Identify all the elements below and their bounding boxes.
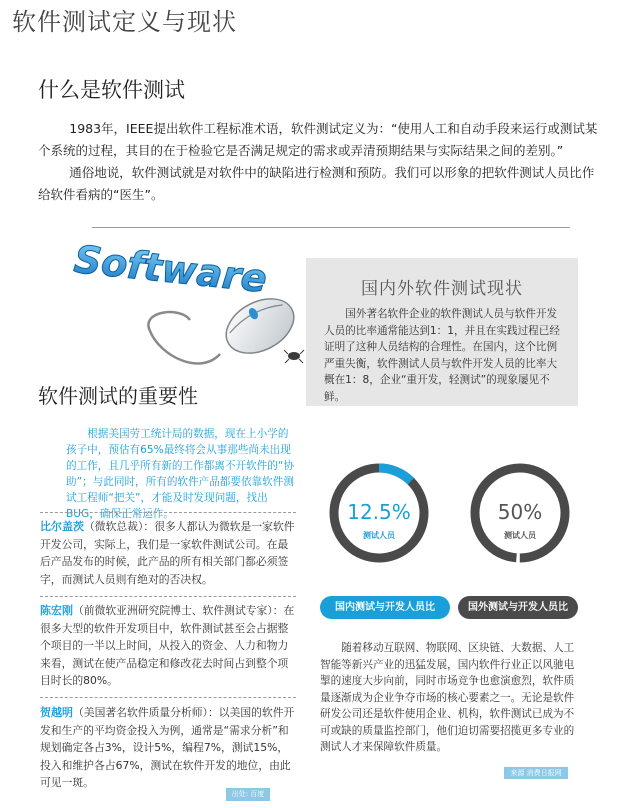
quote-divider xyxy=(40,697,296,698)
main-title: 软件测试定义与现状 xyxy=(12,8,237,36)
donut-value-domestic: 12.5% xyxy=(347,500,411,524)
donut-label-domestic: 测试人员 xyxy=(363,531,395,540)
donut-value-foreign: 50% xyxy=(497,500,543,524)
quote-text: 很多人都认为微软是一家软件开发公司，实际上，我们是一家软件测试公司。在最后产品发布的时候，此产品的所有相关部门都必须签字，而测试人员则有绝对的否决权。 xyxy=(40,520,295,586)
quote-text: 以美国的软件开发和生产的平均资金投入为例，通常是“需求分析”和规划确定各占3%，设计5%，编程7%，测试15%，投入和维护各占67%，测试在软件开发的地位，由此可见一斑。 xyxy=(40,706,295,789)
status-box-text: 国外著名软件企业的软件测试人员与软件开发人员的比率通常能达到1：1，并且在实践过程已经证明了这种人员结构的合理性。在国内，这个比例严重失衡，软件测试人员与软件开发人员的比率大概在1：8，企业“重开发，轻测试”的现象屡见不鲜。 xyxy=(324,308,560,403)
divider xyxy=(92,227,570,228)
donut-label-foreign: 测试人员 xyxy=(504,531,536,540)
section-heading-importance: 软件测试的重要性 xyxy=(38,384,198,408)
quote-author-role: （美国著名软件质量分析师）： xyxy=(73,706,219,719)
quote-author-name: 陈宏刚 xyxy=(40,604,73,617)
quote-author-role: （前微软亚洲研究院博士、软件测试专家）： xyxy=(73,604,284,617)
source-tag-left: 出处: 百度 xyxy=(226,788,270,801)
quote-text: 在很多大型的软件开发项目中，软件测试甚至会占据整个项目的一半以上时间，从投入的资金、人力和物力来看，测试在使产品稳定和修改花去时间占到整个项目时长的80%。 xyxy=(40,604,295,687)
section-heading-what-is-testing: 什么是软件测试 xyxy=(38,78,185,102)
mouse-cable xyxy=(148,312,220,363)
software-mouse-graphic xyxy=(70,236,330,386)
source-tag-right: 来源 消费日报网 xyxy=(504,767,568,779)
industry-trend-text: 随着移动互联网、物联网、区块链、大数据、人工智能等新兴产业的迅猛发展，国内软件行业正以风驰电掣的速度大步向前，同时市场竞争也愈演愈烈，软件质量逐渐成为企业争夺市场的核心要素之一。无论是软件研发公司还是软件使用企业、机构，软件测试已成为不可或缺的质量监控部门，他们迫切需要招揽更多专业的测试人才来保障软件质量。 xyxy=(320,642,575,753)
quote-author-role: （微软总裁）： xyxy=(84,520,155,533)
quote-he-yueming xyxy=(40,704,296,792)
quote-divider xyxy=(40,512,296,513)
quote-bill-gates xyxy=(40,518,296,588)
definition-text xyxy=(38,118,598,206)
analogy-paragraph: 通俗地说，软件测试就是对软件中的缺陷进行检测和预防。我们可以形象的把软件测试人员比作给软件看病的“医生”。 xyxy=(38,165,595,202)
definition-paragraph: 1983年，IEEE提出软件工程标准术语，软件测试定义为：“使用人工和自动手段来运行或测试某个系统的过程，其目的在于检验它是否满足规定的需求或弄清预期结果与实际结果之间的差别。” xyxy=(38,121,598,158)
bug-icon xyxy=(284,350,304,363)
pill-foreign-ratio: 国外测试与开发人员比 xyxy=(458,596,578,619)
quote-author-name: 比尔盖茨 xyxy=(40,520,84,533)
quote-author-name: 贺越明 xyxy=(40,706,73,719)
importance-intro: 根据美国劳工统计局的数据，现在上小学的孩子中，预估有65%最终将会从事那些尚未出现的工作，且几乎所有新的工作都离不开软件的“协助”；与此同时，所有的软件产品都要依靠软件测试工程师“把关”，才能及时发现问题，找出BUG，确保正常运作。 xyxy=(66,428,294,520)
status-box-title: 国内外软件测试现状 xyxy=(361,279,523,299)
quote-chen-honggang xyxy=(40,602,296,690)
quote-divider xyxy=(40,596,296,597)
pill-domestic-ratio: 国内测试与开发人员比 xyxy=(320,596,450,619)
software-word: Software xyxy=(71,237,269,302)
